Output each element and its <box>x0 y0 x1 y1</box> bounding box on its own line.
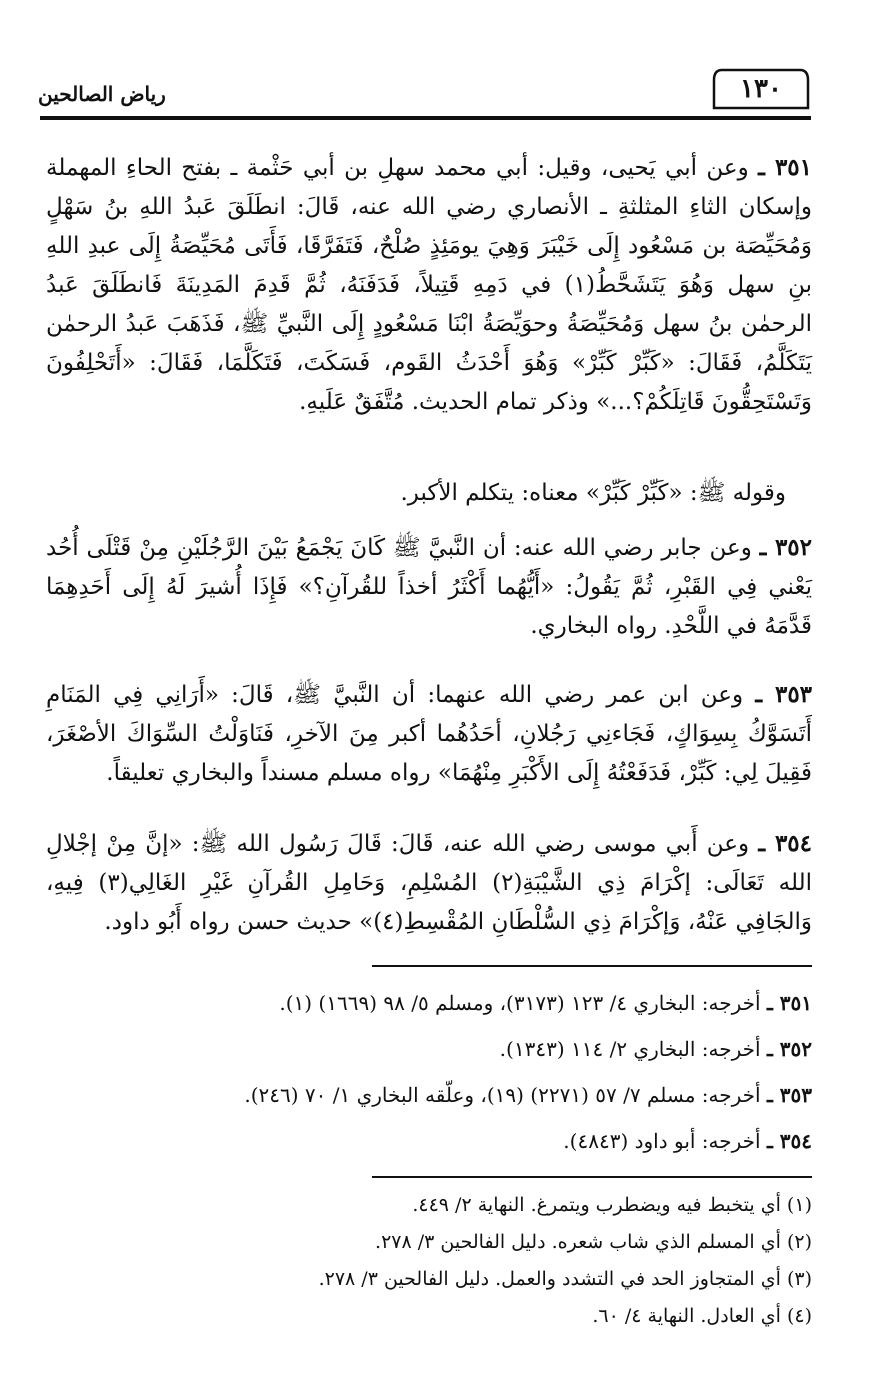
footnote-item: (٤) أي العادل. النهاية ٤/ ٦٠. <box>592 1305 812 1327</box>
hadith-351 <box>46 148 812 422</box>
page-number-frame <box>708 64 814 118</box>
references-separator <box>372 965 812 967</box>
hadith-number: ٣٥٢ ـ <box>759 534 813 561</box>
footnote-item: (١) أي يتخبط فيه ويضطرب ويتمرغ. النهاية ٢/ ٤٤٩. <box>412 1194 812 1216</box>
reference-item: ٣٥٣ ـ أخرجه: مسلم ٧/ ٥٧ (٢٢٧١) (١٩)، وعلّقه البخاري ١/ ٧٠ (٢٤٦). <box>244 1083 812 1107</box>
commentary-text: وقوله ﷺ: «كَبِّرْ كَبِّرْ» معناه: يتكلم الأكبر. <box>400 480 786 506</box>
hadith-number: ٣٥٣ ـ <box>755 681 813 708</box>
footnotes-list <box>46 1187 812 1335</box>
footnote-item: (٢) أي المسلم الذي شاب شعره. دليل الفالحين ٣/ ٢٧٨. <box>375 1231 812 1253</box>
reference-item: ٣٥٤ ـ أخرجه: أبو داود (٤٨٤٣). <box>563 1129 812 1153</box>
header-rule <box>40 116 811 120</box>
reference-item: ٣٥١ ـ أخرجه: البخاري ٤/ ١٢٣ (٣١٧٣)، ومسلم ٥/ ٩٨ (١٦٦٩) (١). <box>279 991 812 1015</box>
commentary-351 <box>46 474 812 513</box>
hadith-353 <box>46 675 812 793</box>
hadith-number: ٣٥١ ـ <box>758 154 812 181</box>
hadith-text: وعن جابر رضي الله عنه: أن النَّبيَّ ﷺ كَانَ يَجْمَعُ بَيْنَ الرَّجُلَيْنِ مِنْ قَتْلَى أُحُد يَعْني فِي القَبْرِ، ثُمَّ يَقُولُ: «أَيُّهُما أَكْثَرُ أخذاً للقُرآنِ؟» فَإِذَا أُشيرَ لَهُ إِلَى أَحَدِهِمَا قَدَّمَهُ في اللَّحْدِ. رواه البخاري. <box>46 535 812 639</box>
footnote-item: (٣) أي المتجاوز الحد في التشدد والعمل. دليل الفالحين ٣/ ٢٧٨. <box>318 1268 812 1290</box>
reference-item: ٣٥٢ ـ أخرجه: البخاري ٢/ ١١٤ (١٣٤٣). <box>499 1037 812 1061</box>
hadith-354 <box>46 824 812 942</box>
references-list <box>46 980 812 1164</box>
hadith-text: وعن ابن عمر رضي الله عنهما: أن النَّبيَّ ﷺ، قَالَ: «أَرَانِي فِي المَنَامِ أَتَسَوَّكُ بِسِوَاكٍ، فَجَاءنِي رَجُلانِ، أحَدُهُما أكبر مِنَ الآخرِ، فَنَاوَلْتُ السِّوَاكَ الأصْغَرَ، فَقِيلَ لِي: كَبِّرْ، فَدَفَعْتُهُ إِلَى الأَكْبَرِ مِنْهُمَا» رواه مسلم مسنداً والبخاري تعليقاً. <box>46 682 812 786</box>
page-header <box>0 0 879 130</box>
page-number: ١٣٠ <box>740 74 782 104</box>
hadith-text: وعن أَبي موسى رضي الله عنه، قَالَ: قَالَ رَسُول الله ﷺ: «إنَّ مِنْ إجْلالِ الله تَعَالَى: إكْرَامَ ذِي الشَّيْبَةِ(٢) المُسْلِمِ، وَحَامِلِ القُرآنِ غَيْرِ الغَالِي(٣) فِيهِ، وَالجَافِي عَنْهُ، وَإكْرَامَ ذِي السُّلْطَانِ المُقْسِطِ(٤)» حديث حسن رواه أَبُو داود. <box>46 831 812 935</box>
footnotes-separator <box>372 1176 812 1178</box>
hadith-352 <box>46 528 812 646</box>
hadith-number: ٣٥٤ ـ <box>758 830 812 857</box>
book-title: رياض الصالحين <box>38 82 166 106</box>
hadith-text: وعن أبي يَحيى، وقيل: أبي محمد سهلِ بن أبي حَثْمة ـ بفتح الحاءِ المهملة وإسكان الثاءِ المثلثةِ ـ الأنصاري رضي الله عنه، قَالَ: انطَلَقَ عَبدُ اللهِ بنُ سَهْلٍ وَمُحَيِّصَة بن مَسْعُود إِلَى خَيْبَرَ وَهِيَ يومَئِذٍ صُلْحٌ، فَتَفَرَّقَا، فَأَتَى مُحَيِّصَةُ إِلَى عبدِ اللهِ بنِ سهل وَهُوَ يَتَشَحَّطُ(١) في دَمِهِ قَتِيلاً، فَدَفَنَهُ، ثُمَّ قَدِمَ المَدِينَةَ فَانطَلَقَ عَبدُ الرحمٰن بنُ سهل وَمُحَيِّصَةُ وحوَيِّصَةُ ابْنَا مَسْعُودٍ إِلَى النَّبيِّ ﷺ، فَذَهَبَ عَبدُ الرحمٰن يَتَكَلَّمُ، فَقَالَ: «كَبِّرْ كَبِّرْ» وَهُوَ أَحْدَثُ القَوم، فَسَكَتَ، فَتَكَلَّمَا، فَقَالَ: «أَتَحْلِفُونَ وَتَسْتَحِقُّونَ قَاتِلَكُمْ؟...» وذكر تمام الحديث. مُتَّفَقٌ عَلَيهِ. <box>46 155 812 415</box>
